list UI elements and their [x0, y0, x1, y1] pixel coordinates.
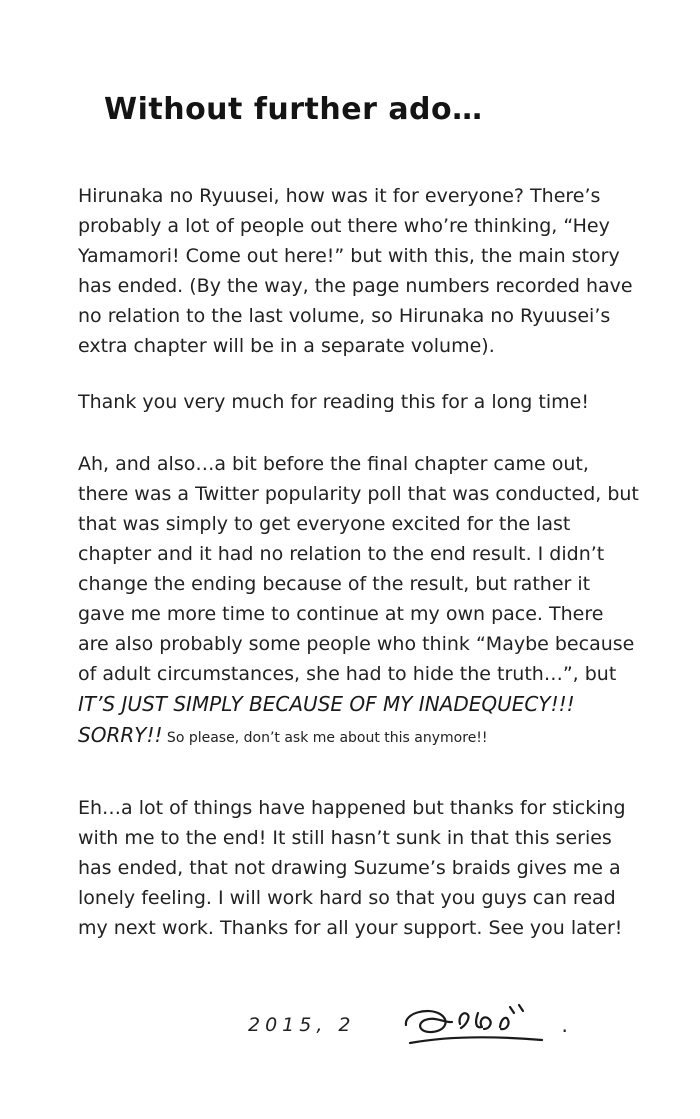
paragraph-thank-you: Thank you very much for reading this for a long time! [78, 391, 589, 413]
apology-emphasis-text: IT’S JUST SIMPLY BECAUSE OF MY INADEQUECY!!! SORRY!! [78, 692, 575, 747]
signature-period: . [561, 1013, 568, 1037]
signature-row [248, 999, 700, 1051]
paragraph-intro: Hirunaka no Ryuusei, how was it for everyone? There’s probably a lot of people out there who’re thinking, “Hey Yamamori! Come out here!” but with this, the main story has ended. (By the way, the page numbers recorded have no relation to the last volume, so Hirunaka no Ryuusei’s extra chapter will be in a separate volume). [78, 185, 633, 357]
author-signature-icon [394, 999, 554, 1051]
page-title: Without further ado… [104, 92, 483, 127]
apology-aside-text: So please, don’t ask me about this anymore!! [162, 730, 488, 746]
date-text: 2015, 2 [248, 1014, 356, 1036]
paragraph-poll-explanation [78, 449, 640, 751]
paragraph-farewell: Eh…a lot of things have happened but thanks for sticking with me to the end! It still hasn’t sunk in that this series has ended, that not drawing Suzume’s braids gives me a lonely feeling. I will work hard so that you guys can read my next work. Thanks for all your support. See you later! [78, 797, 626, 939]
poll-explanation-text: Ah, and also…a bit before the final chapter came out, there was a Twitter popularity poll that was conducted, but that was simply to get everyone excited for the last chapter and it had no relation to the end result. I didn’t change the ending because of the result, but rather it gave me more time to continue at my own pace. There are also probably some people who think “Maybe because of adult circumstances, she had to hide the truth…”, but [78, 453, 639, 685]
